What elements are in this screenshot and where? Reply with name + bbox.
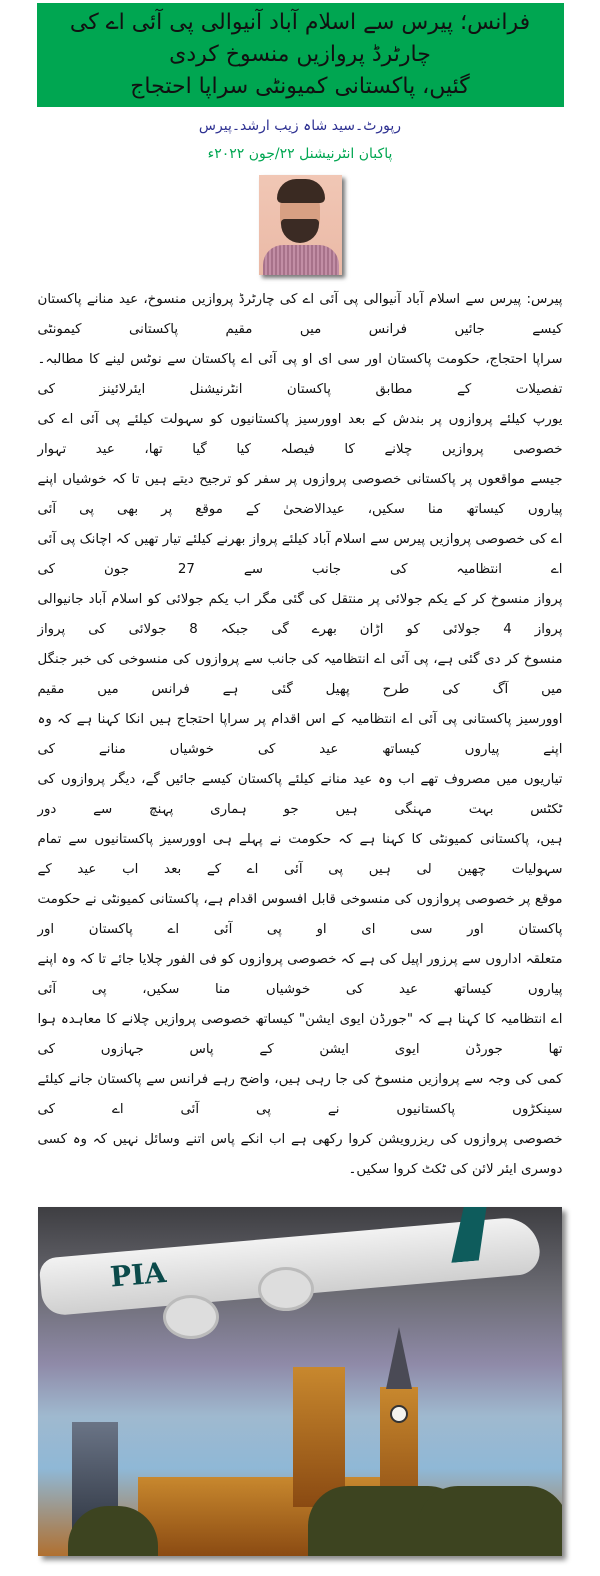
plane-tail — [434, 1207, 495, 1264]
article-line: ہیں، پاکستانی کمیونٹی کا کہنا ہے کہ حکومت نے پہلے ہی اوورسیز پاکستانیوں سے تمام سہولیات چھین لی ہیں پی آئی اے کے بعد اب عید کے — [37, 832, 563, 877]
article-line: پرواز منسوخ کر کے یکم جولائی پر منتقل کی گئی مگر اب یکم جولائی کو اسلام آباد جانیوالی پرواز 4 جولائی کو اڑان بھرے گی جبکہ 8 جولائی کی پرواز — [37, 592, 563, 637]
plane-livery-text: PIA — [108, 1255, 168, 1294]
plane-engine — [258, 1267, 314, 1311]
article-line: یورپ کیلئے پروازوں پر بندش کے بعد اوورسیز پاکستانیوں کو سہولت کیلئے پی آئی اے کی خصوصی پروازیں چلانے کا فیصلہ کیا گیا تھا، عید تہوار — [37, 412, 563, 457]
article-line: تیاریوں میں مصروف تھے اب وہ عید منانے کیلئے پاکستان کیسے جائیں گے، دیگر پروازوں کی ٹکٹس بہت مہنگی ہیں جو ہماری پہنچ سے دور — [37, 772, 563, 817]
reporter-photo — [259, 175, 342, 275]
article-line: منسوخ کر دی گئی ہے، پی آئی اے انتظامیہ کی جانب سے پروازوں کی منسوخی کی خبر جنگل میں آگ کی طرح پھیل گئی ہے فرانس میں مقیم — [37, 652, 563, 697]
article-line: اے انتظامیہ کا کہنا ہے کہ "جورڈن ایوی ایشن" کیساتھ خصوصی پروازیں چلانے کا معاہدہ ہوا تھا جورڈن ایوی ایشن کے پاس جہازوں کی — [37, 1012, 563, 1057]
byline: رپورٹ۔سید شاہ زیب ارشد۔پیرس — [198, 118, 402, 134]
article-line: اوورسیز پاکستانی پی آئی اے انتظامیہ کے اس اقدام پر سراپا احتجاج ہیں انکا کہنا ہے کہ وہ اپنے پیاروں کیساتھ عید کی خوشیاں منانے کی — [37, 712, 563, 757]
article-line: سراپا احتجاج، حکومت پاکستان اور سی ای او پی آئی اے پاکستان سے نوٹس لینے کا مطالبہ۔تفصیلات کے مطابق پاکستان انٹرنیشنل ایئرلائینز کی — [37, 352, 563, 397]
article-line: خصوصی پروازوں کی ریزرویشن کروا رکھی ہے اب انکے پاس اتنے وسائل نہیں کہ وہ کسی دوسری ایئر لائن کی ٹکٹ کروا سکیں۔ — [37, 1132, 563, 1177]
headline-banner — [37, 3, 564, 107]
article-line: جیسے مواقعوں پر پاکستانی خصوصی پروازوں پر سفر کو ترجیح دیتے ہیں تا کہ خوشیاں اپنے پیاروں کیساتھ منا سکیں، عیدالاضحیٰ کے موقع پر بھی پی آئی — [37, 472, 563, 517]
article-line: کمی کی وجہ سے پروازیں منسوخ کی جا رہی ہیں، واضح رہے فرانس سے پاکستان جانے کیلئے سینکڑوں پاکستانیوں نے پی آئی اے کی — [37, 1072, 563, 1117]
photo-hair — [277, 179, 325, 203]
article-line: متعلقہ اداروں سے پرزور اپیل کی ہے کہ خصوصی پروازوں کو فی الفور چلایا جائے تا کہ وہ اپنے پیاروں کیساتھ عید کی خوشیاں منا سکیں، پی آئی — [37, 952, 563, 997]
dateline: پاکبان انٹرنیشنل ۲۲/جون ۲۰۲۲ء — [207, 146, 393, 162]
article-body — [38, 285, 563, 1185]
victoria-tower — [293, 1367, 345, 1507]
headline-line-2: گئیں، پاکستانی کمیونٹی سراپا احتجاج — [130, 74, 470, 99]
trees — [418, 1486, 562, 1556]
article-line: موقع پر خصوصی پروازوں کی منسوخی قابل افسوس اقدام ہے، پاکستانی کمیونٹی نے حکومت پاکستان اور سی ای او پی آئی اے پاکستان اور — [37, 892, 563, 937]
headline-line-1: فرانس؛ پیرس سے اسلام آباد آنیوالی پی آئی اے کی چارٹرڈ پروازیں منسوخ کردی — [69, 10, 531, 67]
photo-shirt — [263, 245, 339, 275]
article-line: پیرس: پیرس سے اسلام آباد آنیوالی پی آئی اے کی چارٹرڈ پروازیں منسوخ، عید منانے پاکستان کیسے جائیں فرانس میں مقیم پاکستانی کیمونٹی — [37, 292, 563, 337]
article-line: اے کی خصوصی پروازیں پیرس سے اسلام آباد کیلئے پرواز بھرنے کیلئے تیار تھیں کہ اچانک پی آئی اے انتظامیہ کی جانب سے 27 جون کی — [37, 532, 563, 577]
article-image-pia-plane-over-london — [38, 1207, 562, 1556]
big-ben-spire — [386, 1327, 412, 1389]
photo-beard — [281, 219, 319, 243]
plane-engine — [163, 1295, 219, 1339]
clock-face — [390, 1405, 408, 1423]
